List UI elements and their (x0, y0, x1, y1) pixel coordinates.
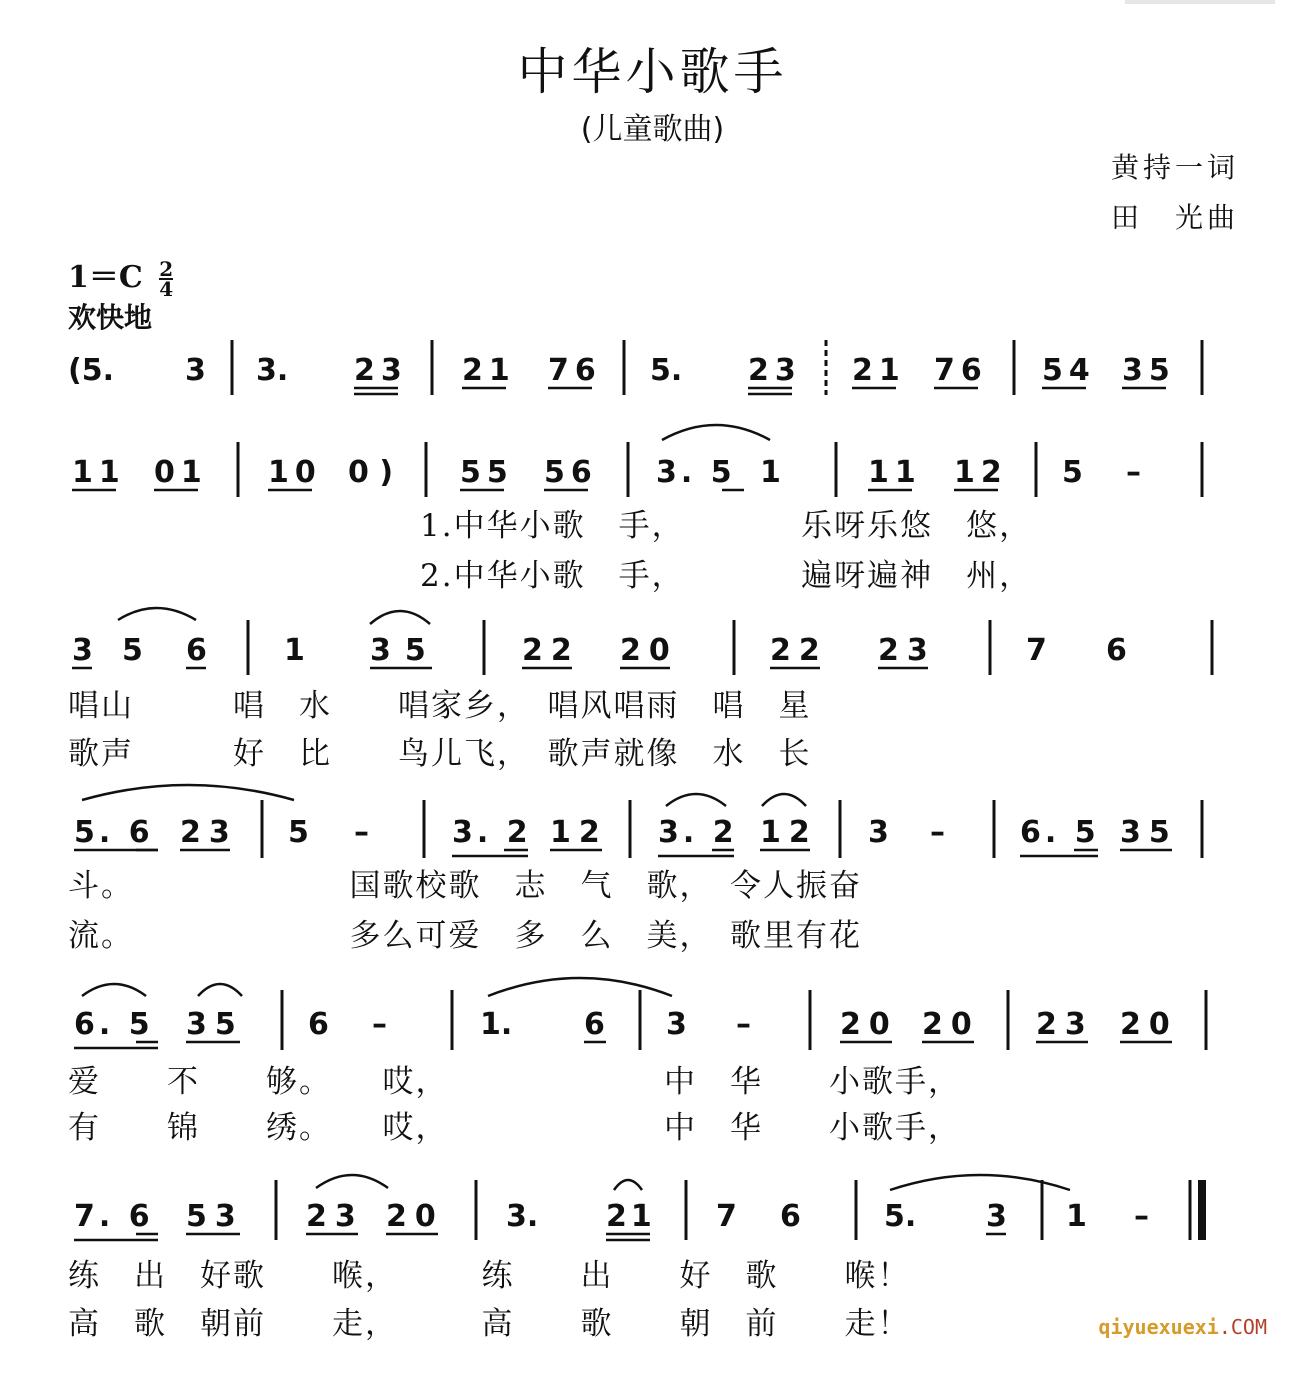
note-group: 56 (544, 455, 598, 490)
note-group: 3. (506, 1199, 539, 1234)
note-group: 5. (650, 353, 683, 388)
note-group: 1. (480, 1007, 513, 1042)
composer-credit: 田 光曲 (1110, 201, 1239, 234)
note-group: 3. 5 (656, 455, 736, 490)
slur-arc (82, 984, 146, 996)
note-group: 21 (852, 353, 906, 388)
note-group: 3 (986, 1199, 1007, 1234)
lyrics-verse-2: 歌声 好 比 鸟儿飞， 歌声就像 水 长 (68, 736, 812, 772)
notation-line-3 (72, 608, 1212, 675)
note-group: 6 (308, 1007, 329, 1042)
slur-arc (488, 978, 672, 996)
lyricist-credit: 黄持一词 (1110, 151, 1239, 184)
tempo-marking: 欢快地 (68, 301, 153, 334)
note-group: 35 (1120, 815, 1178, 850)
note-group: 5 (1062, 455, 1083, 490)
watermark-brand: qiyuexuexi (1098, 1315, 1219, 1339)
note-group: 20 (1120, 1007, 1178, 1042)
notation-line-1 (68, 340, 1202, 395)
song-subtitle: (儿童歌曲) (580, 112, 725, 147)
slur-arc (118, 608, 196, 620)
note-group: 21 (462, 353, 516, 388)
site-watermark (1098, 1315, 1267, 1339)
note-group: 5. 6 (74, 815, 154, 850)
note-group: – (736, 1007, 751, 1042)
note-group: 23 (306, 1199, 364, 1234)
note-group: – (372, 1007, 387, 1042)
note-group: 22 (770, 633, 828, 668)
note-group: 35 (1122, 353, 1176, 388)
note-group: 21 (606, 1199, 656, 1234)
note-group: 6 (780, 1199, 801, 1234)
note-group: 5 (288, 815, 309, 850)
note-group: 3. (256, 353, 289, 388)
note-group: 6 (1106, 633, 1127, 668)
notation-line-4 (74, 785, 1202, 858)
lyrics-verse-1: 唱山 唱 水 唱家乡， 唱风唱雨 唱 星 (68, 688, 812, 724)
note-group: 01 (154, 455, 208, 490)
note-group: 3. 2 (658, 815, 738, 850)
slur-arc (614, 1180, 642, 1190)
note-group: 23 (878, 633, 936, 668)
note-group: – (1134, 1199, 1149, 1234)
note-group: 55 (460, 455, 514, 490)
slur-arc (662, 425, 770, 440)
time-top: 2 (159, 257, 174, 281)
final-bar-thick (1198, 1180, 1206, 1240)
note-group: 7 (716, 1199, 737, 1234)
note-group: 20 (386, 1199, 444, 1234)
note-group: 5. (884, 1199, 917, 1234)
note-group: 20 (922, 1007, 980, 1042)
time-bottom: 4 (159, 277, 174, 301)
key-label: 1＝C (68, 260, 143, 295)
slur-arc (198, 984, 242, 996)
note-group: 20 (840, 1007, 898, 1042)
note-group: 3. 2 (452, 815, 532, 850)
lyrics-verse-2: 流。 多么可爱 多 么 美， 歌里有花 (68, 918, 862, 954)
note-group: 1 (1066, 1199, 1087, 1234)
watermark-suffix: .COM (1218, 1315, 1267, 1339)
note-group: 23 (354, 353, 408, 388)
note-group: 23 (748, 353, 802, 388)
note-group: 12 (550, 815, 608, 850)
note-group: 0 ) (348, 455, 394, 490)
song-title: 中华小歌手 (517, 43, 788, 101)
note-group: 22 (522, 633, 580, 668)
note-group: 3 (666, 1007, 687, 1042)
slur-arc (762, 794, 806, 806)
note-group: 3 (72, 633, 93, 668)
lyrics-verse-1: 练 出 好歌 喉， 练 出 好 歌 喉！ (68, 1258, 911, 1294)
note-group: 6 (584, 1007, 605, 1042)
note-group: 35 (186, 1007, 244, 1042)
note-group: 54 (1042, 353, 1096, 388)
notation-line-5 (74, 978, 1206, 1050)
note-group: 7 (1026, 633, 1047, 668)
lyrics-verse-2: 2.中华小歌 手， 遍呀遍神 州， (420, 558, 1033, 594)
slur-arc (370, 611, 430, 624)
note-group: 11 (72, 455, 126, 490)
note-group: 6. 5 (1020, 815, 1100, 850)
note-group: 12 (954, 455, 1008, 490)
note-group: 35 (370, 633, 440, 668)
note-group: 3 (868, 815, 889, 850)
note-group: 5 (122, 633, 143, 668)
note-group: 76 (934, 353, 988, 388)
note-group: (5. (68, 353, 114, 388)
note-group: – (1126, 455, 1141, 490)
notation-line-2 (72, 425, 1202, 497)
notation-line-6 (74, 1175, 1206, 1240)
lyrics-verse-1: 爱 不 够。 哎， 中 华 小歌手， (68, 1064, 961, 1100)
note-group: 3 (185, 353, 206, 388)
note-group: 53 (186, 1199, 244, 1234)
note-group: – (930, 815, 945, 850)
lyrics-verse-1: 斗。 国歌校歌 志 气 歌， 令人振奋 (68, 868, 862, 904)
lyrics-verse-2: 高 歌 朝前 走， 高 歌 朝 前 走！ (68, 1306, 911, 1342)
slur-arc (666, 794, 726, 806)
note-group: 23 (1036, 1007, 1094, 1042)
note-group: 23 (180, 815, 238, 850)
note-group: 6 (186, 633, 207, 668)
note-group: 6. 5 (74, 1007, 154, 1042)
note-group: 12 (760, 815, 818, 850)
note-group: – (354, 815, 369, 850)
note-group: 76 (548, 353, 602, 388)
note-group: 1 (760, 455, 781, 490)
note-group: 11 (868, 455, 922, 490)
note-group: 20 (620, 633, 678, 668)
note-group: 7. 6 (74, 1199, 154, 1234)
lyrics-verse-2: 有 锦 绣。 哎， 中 华 小歌手， (68, 1110, 961, 1146)
lyrics-verse-1: 1.中华小歌 手， 乐呀乐悠 悠， (420, 508, 1033, 544)
slur-arc (82, 785, 294, 800)
note-group: 10 (268, 455, 322, 490)
slur-arc (316, 1175, 388, 1188)
note-group: 1 (284, 633, 305, 668)
